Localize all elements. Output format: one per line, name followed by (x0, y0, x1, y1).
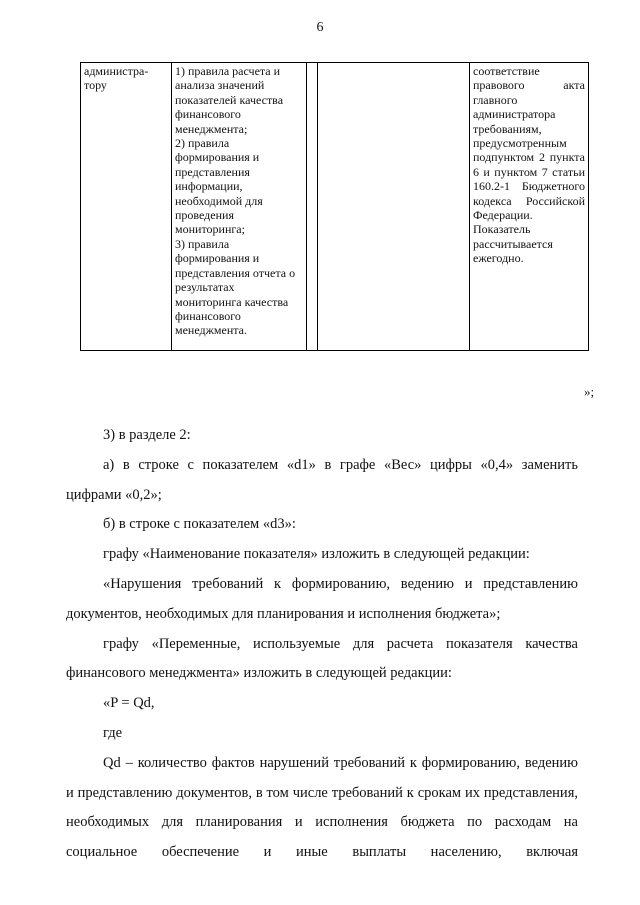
paragraph-item-b: б) в строке с показателем «d3»: (103, 516, 296, 533)
table-cell-narrow (307, 63, 318, 351)
body-text (66, 421, 578, 868)
rules-item-2: 2) правила формирования и представления информации, необходимой для проведения мониторинга; (175, 136, 263, 237)
paragraph-formula: «P = Qd, (103, 695, 155, 712)
page-number: 6 (316, 20, 324, 35)
paragraph-variables: графу «Переменные, используемые для расчета показателя качества финансового менеджмента» изложить в следующей редакции: (66, 635, 578, 682)
paragraph-qd-definition: Qd – количество фактов нарушений требований к формированию, ведению и представлению документов, в том числе требований к срокам их представления, необходимых для планирования и исполнения бюджета по расходам на социальное обеспечение и иные выплаты населению, включая (66, 754, 578, 861)
table-cell-recipient: администра-тору (81, 63, 172, 351)
table-cell-empty (318, 63, 470, 351)
paragraph-section-heading: 3) в разделе 2: (103, 427, 191, 443)
paragraph-new-name-text: «Нарушения требований к формированию, ведению и представлению документов, необходимых для планирования и исполнения бюджета»; (66, 575, 578, 622)
paragraph-where: где (103, 724, 123, 741)
paragraph-indicator-name: графу «Наименование показателя» изложить в следующей редакции: (103, 546, 530, 563)
table-cell-rules (172, 63, 307, 351)
rules-item-1: 1) правила расчета и анализа значений показателей качества финансового менеджмента; (175, 64, 284, 136)
table-row (81, 63, 589, 351)
rules-item-3: 3) правила формирования и представления отчета о результатах мониторинга качества финансового менеджмента. (175, 236, 296, 338)
continuation-table (80, 62, 589, 351)
closing-quote: »; (584, 384, 595, 399)
table-cell-description: соответствие правового акта главного администратора требованиям, предусмотренным подпунктом 2 пункта 6 и пунктом 7 статьи 160.2-1 Бюджетного кодекса Российской Федерации. Показатель рассчитывается ежегодно. (470, 63, 589, 351)
paragraph-item-a: а) в строке с показателем «d1» в графе «Вес» цифры «0,4» заменить цифрами «0,2»; (66, 456, 578, 503)
